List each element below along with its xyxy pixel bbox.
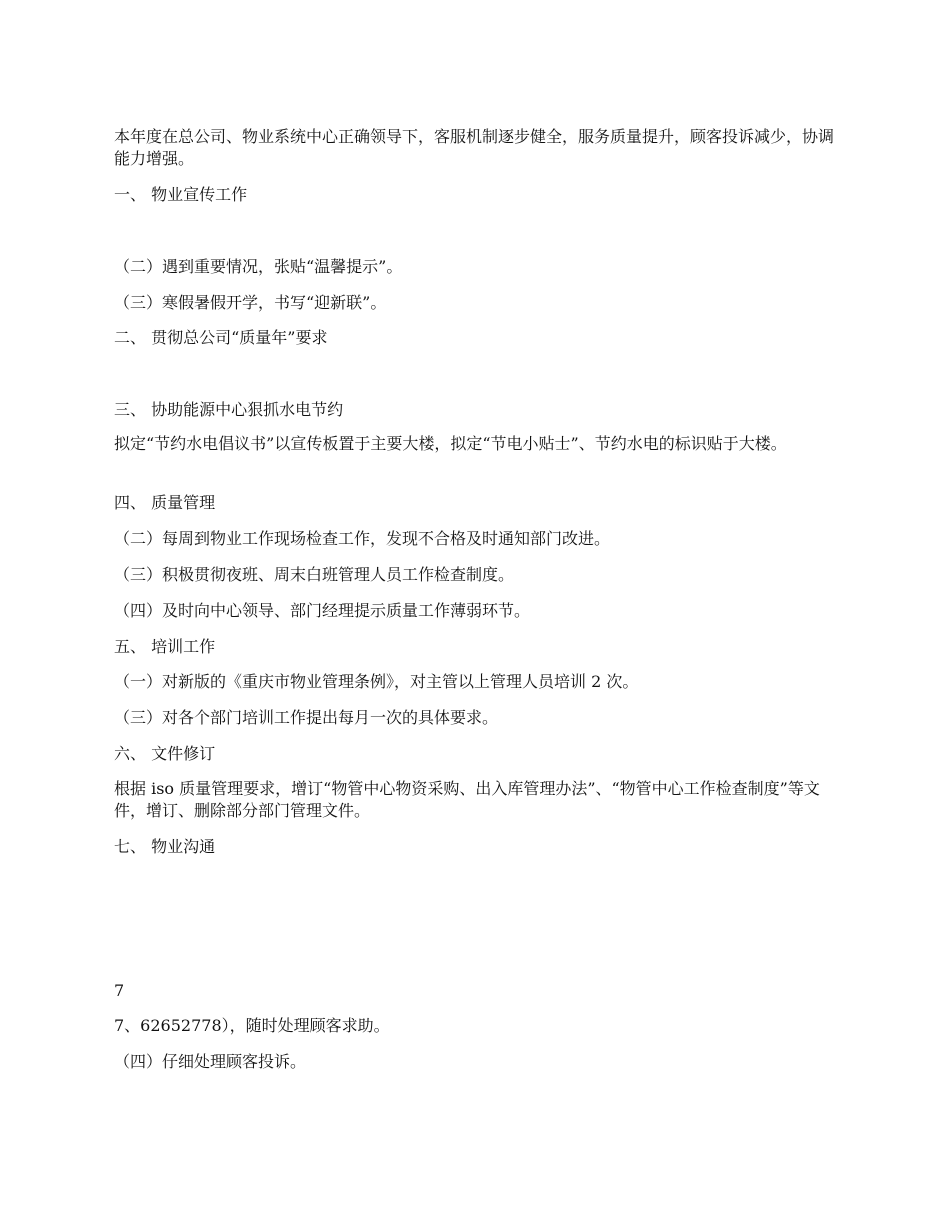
section-heading-quality-year: 二、 贯彻总公司“质量年”要求	[114, 328, 328, 347]
section-heading-training: 五、 培训工作	[114, 637, 216, 656]
list-item: （四）及时向中心领导、部门经理提示质量工作薄弱环节。	[114, 601, 531, 620]
documents-paragraph: 根据 iso 质量管理要求，增订“物管中心物资采购、出入库管理办法”、“物管中心工作检查制度”等文件，增订、删除部分部门管理文件。	[114, 779, 820, 820]
hotline-paragraph: 7、62652778），随时处理顾客求助。	[114, 1016, 390, 1035]
section-heading-documents: 六、 文件修订	[114, 744, 216, 763]
section-heading-communication: 七、 物业沟通	[114, 837, 216, 856]
list-item: （一）对新版的《重庆市物业管理条例》，对主管以上管理人员培训 2 次。	[114, 672, 639, 691]
list-item: （三）寒假暑假开学，书写“迎新联”。	[114, 293, 387, 312]
section-heading-publicity: 一、 物业宣传工作	[114, 185, 248, 204]
section-heading-energy: 三、 协助能源中心狠抓水电节约	[114, 400, 344, 419]
list-item: （三）积极贯彻夜班、周末白班管理人员工作检查制度。	[114, 565, 515, 584]
list-item: （二）每周到物业工作现场检查工作，发现不合格及时通知部门改进。	[114, 529, 611, 548]
list-item: （三）对各个部门培训工作提出每月一次的具体要求。	[114, 708, 499, 727]
intro-paragraph: 本年度在总公司、物业系统中心正确领导下，客服机制逐步健全，服务质量提升，顾客投诉减少，协调能力增强。	[114, 127, 835, 168]
fragment-number: 7	[114, 981, 125, 1000]
list-item: （二）遇到重要情况，张贴“温馨提示”。	[114, 257, 403, 276]
list-item: （四）仔细处理顾客投诉。	[114, 1052, 307, 1071]
energy-paragraph: 拟定“节约水电倡议书”以宣传板置于主要大楼，拟定“节电小贴士”、节约水电的标识贴于大楼。	[114, 434, 787, 453]
section-heading-quality-management: 四、 质量管理	[114, 493, 216, 512]
